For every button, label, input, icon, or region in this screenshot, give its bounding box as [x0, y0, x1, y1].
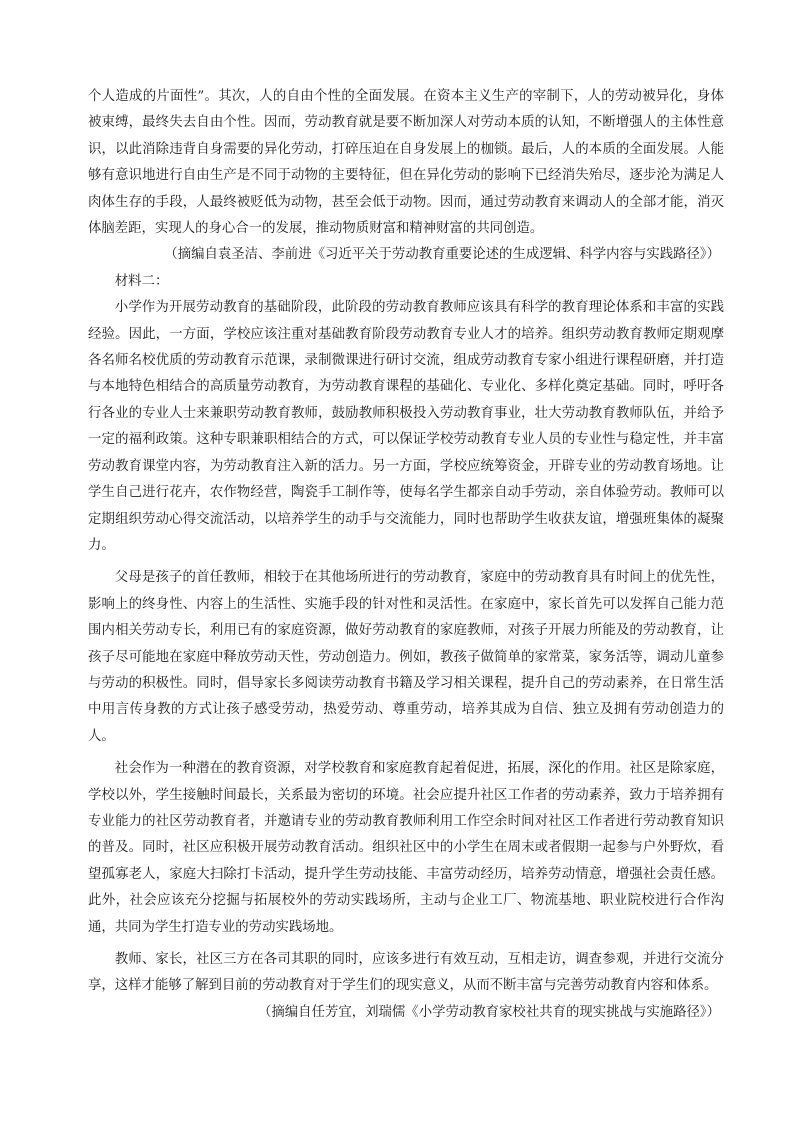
- material-heading-2: 材料二：: [114, 273, 169, 289]
- paragraph-2: 小学作为开展劳动教育的基础阶段，此阶段的劳动教育教师应该具有科学的教育理论体系和丰富的实践经验。因此，一方面，学校应该注重对基础教育阶段劳动教育专业人才的培养。组织劳动教育教师定期观摩各名师名校优质的劳动教育示范课，录制微课进行研讨交流，组成劳动教育专家小组进行课程研磨，并打造与本地特色相结合的高质量劳动教育，为劳动教育课程的基础化、专业化、多样化奠定基础。同时，呼吁各行各业的专业人士来兼职劳动教育教师，鼓励教师积极投入劳动教育事业，壮大劳动教育教师队伍，并给予一定的福利政策。这种专职兼职相结合的方式，可以保证学校劳动教育专业人员的专业性与稳定性，并丰富劳动教育课堂内容，为劳动教育注入新的活力。另一方面，学校应统筹资金，开辟专业的劳动教育场地。让学生自己进行花卉，农作物经营，陶瓷手工制作等，使每名学生都亲自动手劳动，亲自体验劳动。教师可以定期组织劳动心得交流活动，以培养学生的动手与交流能力，同时也帮助学生收获友谊，增强班集体的凝聚力。: [88, 300, 724, 553]
- paragraph-4: 社会作为一种潜在的教育资源，对学校教育和家庭教育起着促进，拓展，深化的作用。社区是除家庭，学校以外，学生接触时间最长，关系最为密切的环境。社会应提升社区工作者的劳动素养，致力于培养拥有专业能力的社区劳动教育者，并邀请专业的劳动教育教师利用工作空余时间对社区工作者进行劳动教育知识的普及。同时，社区应积极开展劳动教育活动。组织社区中的小学生在周末或者假期一起参与户外野炊，看望孤寡老人，家庭大扫除打卡活动，提升学生劳动技能、丰富劳动经历，培养劳动情意，增强社会责任感。此外，社会应该充分挖掘与拓展校外的劳动实践场所，主动与企业工厂、物流基地、职业院校进行合作沟通，共同为学生打造专业的劳动实践场地。: [88, 761, 724, 935]
- paragraph-5: 教师、家长，社区三方在各司其职的同时，应该多进行有效互动，互相走访，调查参观，并进行交流分享，这样才能够了解到目前的劳动教育对于学生们的现实意义，从而不断丰富与完善劳动教育内容和体系。: [88, 952, 724, 994]
- paragraph-1: 个人造成的片面性”。其次，人的自由个性的全面发展。在资本主义生产的宰制下，人的劳动被异化，身体被束缚，最终失去自由个性。因而，劳动教育就是要不断加深人对劳动本质的认知，不断增强人的主体性意识，以此消除违背自身需要的异化劳动，打碎压迫在自身发展上的枷锁。最后，人的本质的全面发展。人能够有意识地进行自由生产是不同于动物的主要特征，但在异化劳动的影响下已经消失殆尽，逐步沦为满足人肉体生存的手段，人最终被贬低为动物，甚至会低于动物。因而，通过劳动教育来调动人的全部才能，消灭体脑差距，实现人的身心合一的发展，推动物质财富和精神财富的共同创造。: [88, 89, 724, 237]
- source-citation-1: （摘编自袁圣洁、李前进《习近平关于劳动教育重要论述的生成逻辑、科学内容与实践路径》）: [164, 247, 720, 263]
- paragraph-3: 父母是孩子的首任教师，相较于在其他场所进行的劳动教育，家庭中的劳动教育具有时间上的优先性，影响上的终身性、内容上的生活性、实施手段的针对性和灵活性。在家庭中，家长首先可以发挥自己能力范围内相关劳动专长，利用已有的家庭资源，做好劳动教育的家庭教师，对孩子开展力所能及的劳动教育，让孩子尽可能地在家庭中释放劳动天性，劳动创造力。例如，教孩子做简单的家常菜，家务活等，调动儿童参与劳动的积极性。同时，倡导家长多阅读劳动教育书籍及学习相关课程，提升自己的劳动素养，在日常生活中用言传身教的方式让孩子感受劳动，热爱劳动、尊重劳动，培养其成为自信、独立及拥有劳动创造力的人。: [88, 570, 724, 744]
- source-citation-2: （摘编自任芳宜，刘瑞儒《小学劳动教育家校社共育的现实挑战与实施路径》）: [258, 1004, 720, 1020]
